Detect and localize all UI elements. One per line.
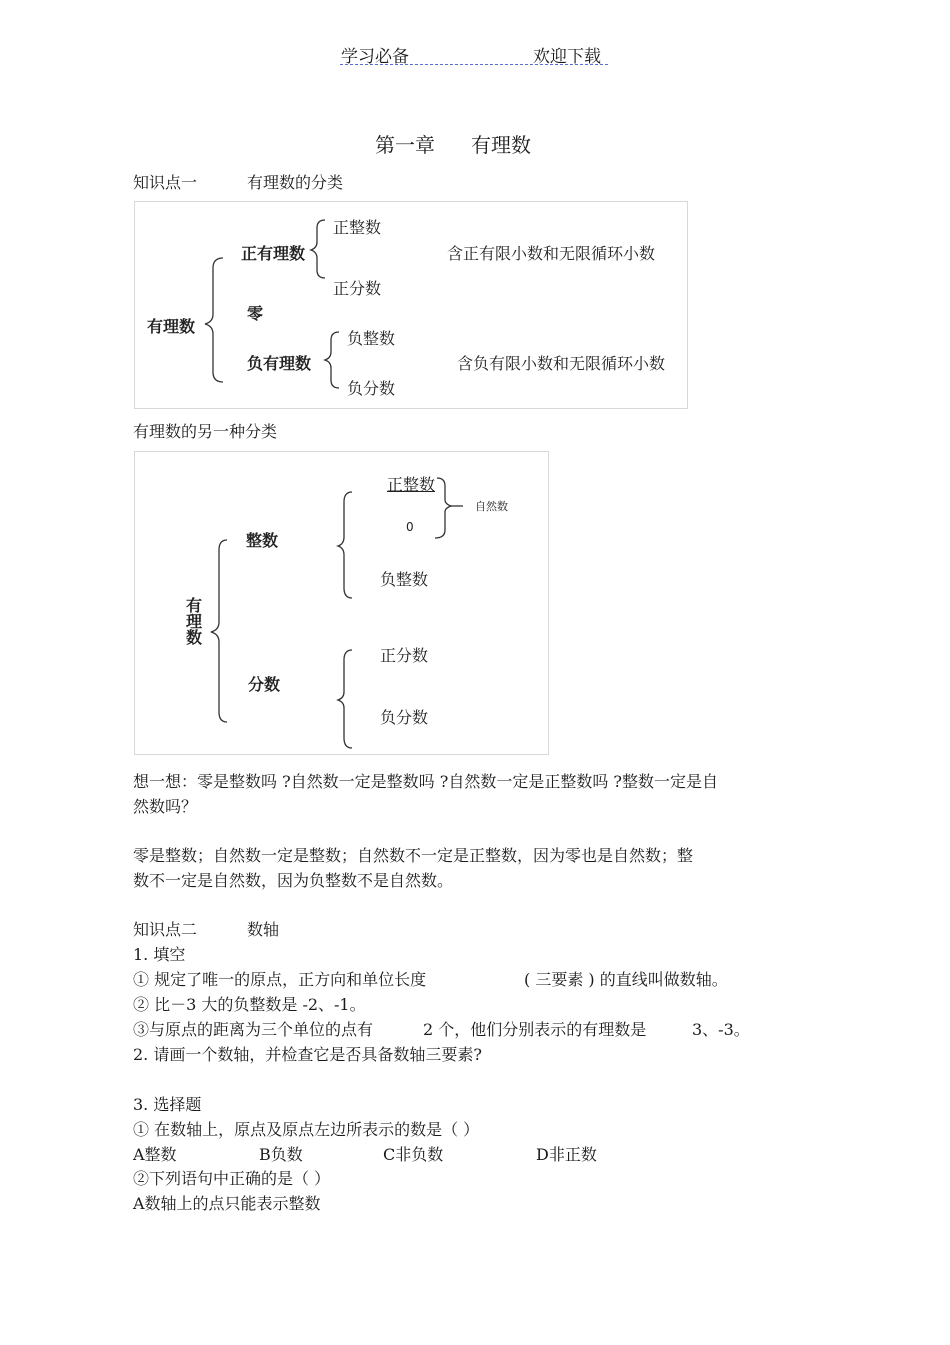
d1-note-pos: 含正有限小数和无限循环小数	[447, 244, 656, 263]
d2-zero: 0	[406, 520, 414, 534]
d2-fraction: 分数	[248, 675, 281, 694]
d1-neg-int: 负整数	[347, 329, 396, 348]
q1-heading: 1. 填空	[133, 945, 186, 964]
d2-pos-frac: 正分数	[380, 646, 429, 665]
d2-natural: 自然数	[475, 500, 508, 513]
answer-line-2: 数不一定是自然数，因为负整数不是自然数。	[133, 871, 454, 890]
d1-positive: 正有理数	[241, 244, 306, 263]
q1-1-part-b: ( 三要素 ) 的直线叫做数轴。	[524, 970, 728, 989]
q3-2: ②下列语句中正确的是（ ）	[133, 1169, 331, 1188]
d1-note-neg: 含负有限小数和无限循环小数	[457, 354, 666, 373]
d1-neg-frac: 负分数	[347, 379, 396, 398]
think-line-1: 想一想：零是整数吗 ?自然数一定是整数吗 ?自然数一定是正整数吗 ?整数一定是自	[133, 772, 718, 791]
q3-heading: 3. 选择题	[133, 1095, 202, 1114]
section2-name: 数轴	[247, 920, 280, 939]
classification-diagram-2	[134, 451, 549, 755]
d1-root: 有理数	[147, 317, 196, 336]
q3-1-option-d: D非正数	[536, 1145, 597, 1164]
diagram1-braces	[135, 202, 687, 408]
d2-neg-int: 负整数	[380, 570, 429, 589]
chapter-title: 有理数	[471, 133, 531, 157]
q1-3-part-b: 2 个，他们分别表示的有理数是	[423, 1020, 647, 1039]
q2: 2. 请画一个数轴，并检查它是否具备数轴三要素?	[133, 1045, 482, 1064]
q3-2-option-a: A数轴上的点只能表示整数	[133, 1194, 321, 1213]
answer-line-1: 零是整数；自然数一定是整数；自然数不一定是正整数，因为零也是自然数；整	[133, 846, 694, 865]
classification-diagram-1	[134, 201, 688, 409]
d1-pos-frac: 正分数	[333, 279, 382, 298]
q3-1-option-b: B负数	[259, 1145, 303, 1164]
think-line-2: 然数吗？	[133, 797, 198, 816]
header-divider	[340, 64, 608, 65]
d1-negative: 负有理数	[247, 354, 312, 373]
d1-zero: 零	[247, 304, 264, 323]
d2-root: 有理数	[185, 596, 202, 647]
header-left: 学习必备	[341, 47, 409, 67]
q1-3-part-a: ③与原点的距离为三个单位的点有	[133, 1020, 374, 1039]
d2-integer: 整数	[246, 531, 279, 550]
d2-pos-int: 正整数	[387, 475, 436, 494]
d1-pos-int: 正整数	[333, 218, 382, 237]
q1-1-part-a: ① 规定了唯一的原点，正方向和单位长度	[133, 970, 427, 989]
header-right: 欢迎下载	[533, 47, 601, 67]
q3-1-option-a: A整数	[133, 1145, 177, 1164]
chapter-number: 第一章	[375, 133, 435, 157]
d2-neg-frac: 负分数	[380, 708, 429, 727]
q1-3-part-c: 3、-3。	[692, 1020, 750, 1039]
q1-2: ② 比－3 大的负整数是 -2、-1。	[133, 995, 366, 1014]
q3-1-option-c: C非负数	[383, 1145, 444, 1164]
q3-1: ① 在数轴上，原点及原点左边所表示的数是（ ）	[133, 1120, 480, 1139]
section1-label: 知识点一	[133, 173, 198, 192]
section1-name: 有理数的分类	[247, 173, 344, 192]
section2-label: 知识点二	[133, 920, 198, 939]
other-classification-label: 有理数的另一种分类	[133, 422, 278, 441]
